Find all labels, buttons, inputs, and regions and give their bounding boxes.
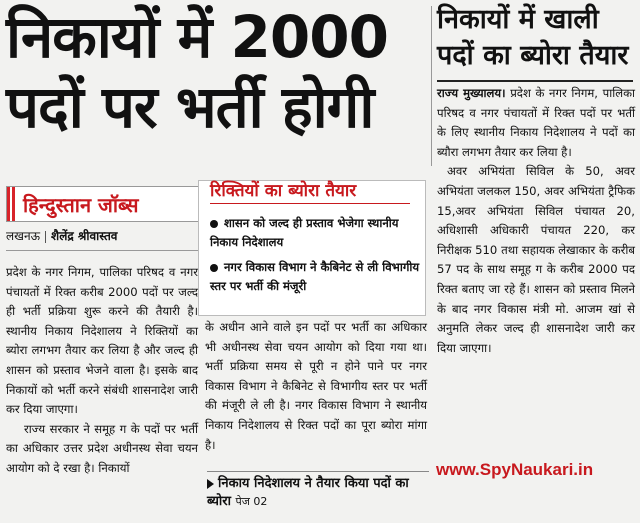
- main-story-continued: के अधीन आने वाले इन पदों पर भर्ती का अधिकार भी अधीनस्थ सेवा चयन आयोग को दिया गया था। भर्ती प्रक्रिया समय से पूरी न होने पाने पर नगर विकास विभाग ने कैबिनेट से विभागीय स्तर पर भर्ती की मंजूरी ले ली है। नगर विकास विभाग ने स्थानीय निकाय निदेशालय से रिक्त पदों का पूरा ब्योरा मांगा है।: [205, 320, 427, 452]
- bullet-icon: [210, 220, 218, 228]
- main-story-left-column: [6, 263, 198, 479]
- main-headline-line1: निकायों में 2000: [6, 3, 388, 71]
- highlight-item-text: नगर विकास विभाग ने कैबिनेट से ली विभागीय स्तर पर भर्ती की मंजूरी: [210, 260, 420, 293]
- side-story-body: [437, 84, 635, 358]
- reference-rule: [207, 471, 429, 472]
- watermark: www.SpyNaukari.in: [436, 460, 594, 479]
- brand-stripe-graphic: [7, 187, 17, 221]
- main-story-middle-column: [205, 318, 427, 455]
- highlights-title: रिक्तियों का ब्योरा तैयार: [210, 181, 357, 201]
- main-headline: [6, 2, 426, 142]
- brand-strip: [6, 186, 200, 222]
- reference-page: पेज 02: [235, 495, 268, 508]
- highlights-title-rule: [210, 203, 410, 204]
- side-story-rule: [437, 80, 633, 82]
- side-story-para1-text: प्रदेश के नगर निगम, पालिका परिषद व नगर पंचायतों में रिक्त पदों पर भर्ती के लिए स्थानीय निकाय निदेशालय ने पदों का ब्यौरा लगभग तैयार कर लिया है।: [437, 86, 635, 159]
- main-headline-line2: पदों पर भर्ती होगी: [6, 73, 374, 141]
- arrow-right-icon: [207, 479, 214, 489]
- side-story-headline-line2: पदों का ब्योरा तैयार: [437, 40, 629, 71]
- bullet-icon: [210, 264, 218, 272]
- highlight-item: [210, 214, 422, 252]
- byline-place: लखनऊ: [6, 229, 41, 243]
- highlight-item-text: शासन को जल्द ही प्रस्ताव भेजेगा स्थानीय निकाय निदेशालय: [210, 216, 399, 249]
- byline-rule: [6, 250, 198, 251]
- column-divider: [431, 6, 432, 166]
- side-story-dateline: राज्य मुख्यालय।: [437, 86, 506, 100]
- byline-separator: [45, 231, 46, 243]
- brand-name: हिन्दुस्तान जॉब्स: [23, 192, 139, 217]
- byline-author: शैलेंद्र श्रीवास्तव: [51, 229, 118, 243]
- side-story-headline: [437, 2, 637, 74]
- side-story-para1: [437, 84, 635, 162]
- side-story-headline-line1: निकायों में खाली: [437, 4, 599, 35]
- reference-text: निकाय निदेशालय ने तैयार किया पदों का ब्योरा: [207, 476, 409, 509]
- main-story-para2: राज्य सरकार ने समूह ग के पदों पर भर्ती का अधिकार उत्तर प्रदेश अधीनस्थ सेवा चयन आयोग को दे रखा है। निकायों: [6, 421, 198, 475]
- cross-reference[interactable]: [207, 475, 432, 511]
- side-story-para2: अवर अभियंता सिविल के 50, अवर अभियंता जलकल 150, अवर अभियंता ट्रैफिक 15,अवर अभियंता सिविल पंचायत 20, अधिशासी अधिकारी पंचायत 220, कर निरीक्षक 510 तथा सहायक लेखाकार के करीब 57 पद के साथ समूह ग के करीब 2000 पद रिक्त बताए जा रहे हैं। शासन को प्रस्ताव मिलने के बाद नगर विकास मंत्री मो. आजम खां से अनुमति लेकर जल्द ही शासनादेश जारी कर दिया जाएगा।: [437, 164, 635, 355]
- main-story-para1: प्रदेश के नगर निगम, पालिका परिषद व नगर पंचायतों में रिक्त करीब 2000 पदों पर जल्द ही भर्ती प्रक्रिया शुरू करने की तैयारी है। स्थानीय निकाय निदेशालय ने रिक्तियों का ब्योरा लगभग तैयार कर लिया है और जल्द ही शासन को प्रस्ताव भेजने वाला है। इसके बाद निकायों को भर्ती करने संबंधी शासनादेश जारी कर दिया जाएगा।: [6, 265, 198, 417]
- byline: [6, 228, 198, 244]
- highlight-item: [210, 258, 422, 296]
